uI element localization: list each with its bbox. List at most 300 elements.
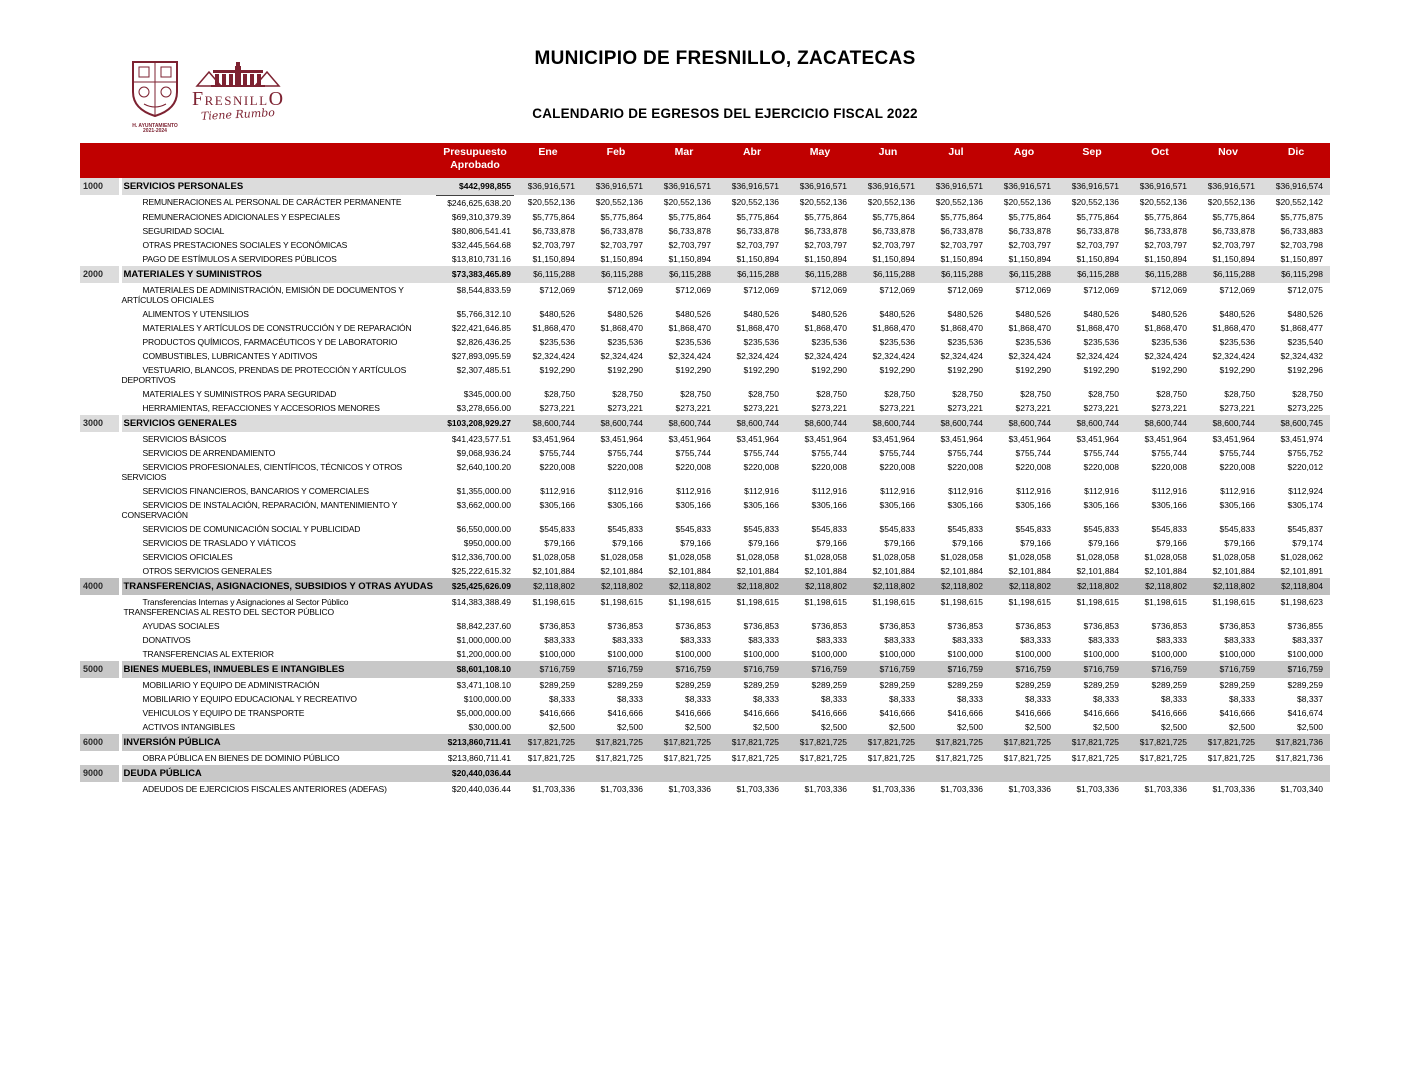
month-amount-cell: $1,703,336 [1008,783,1051,794]
row-code [80,619,120,633]
approved-budget-cell: $25,425,626.09 [451,580,511,591]
month-amount-cell: $8,600,744 [804,417,847,428]
month-amount-cell: $712,069 [539,284,575,295]
month-amount-cell: $83,337 [1292,634,1323,645]
month-amount-cell: $2,324,424 [668,350,711,361]
budget-calendar-table [80,143,1330,796]
header-month-nov: Nov [1194,143,1262,178]
budget-item-row [80,782,1330,796]
month-amount-cell: $79,166 [680,537,711,548]
month-amount-cell: $100,000 [947,648,983,659]
budget-item-row [80,751,1330,765]
table-header-row [80,143,1330,178]
approved-budget-cell: $22,421,646.85 [451,322,511,333]
month-amount-cell: $192,290 [811,364,847,375]
month-amount-cell: $716,759 [743,663,779,674]
approved-budget-cell: $345,000.00 [463,388,511,399]
month-amount-cell: $1,703,336 [1144,783,1187,794]
row-label: VEHICULOS Y EQUIPO DE TRANSPORTE [142,707,305,718]
month-amount-cell: $220,008 [947,461,983,472]
month-amount-cell: $6,115,288 [941,268,983,279]
month-amount-cell: $17,821,725 [1003,752,1051,763]
month-amount-cell: $17,821,725 [1207,752,1255,763]
month-amount-cell: $8,333 [753,693,779,704]
month-amount-cell: $100,000 [811,648,847,659]
month-amount-cell: $416,666 [879,707,915,718]
month-amount-cell: $1,703,336 [1076,783,1119,794]
month-amount-cell: $736,853 [1083,620,1119,631]
budget-item-row [80,564,1330,578]
month-amount-cell: $480,526 [811,308,847,319]
row-label: PAGO DE ESTÍMULOS A SERVIDORES PÚBLICOS [142,253,337,264]
row-label: ADEUDOS DE EJERCICIOS FISCALES ANTERIORES (ADEFAS) [142,783,387,794]
row-code: 3000 [80,415,120,432]
month-amount-cell: $83,333 [816,634,847,645]
month-amount-cell: $6,733,878 [1008,225,1051,236]
month-amount-cell: $2,500 [1229,721,1255,732]
month-amount-cell: $1,198,615 [1076,596,1119,607]
approved-budget-cell: $2,826,436.25 [456,336,511,347]
month-amount-cell: $1,028,058 [940,551,983,562]
budget-section-row [80,266,1330,283]
month-amount-cell: $2,118,802 [533,580,575,591]
month-amount-cell: $1,028,058 [600,551,643,562]
month-amount-cell: $192,290 [675,364,711,375]
logo-wordmark-initial: F [192,88,205,110]
month-amount-cell: $17,821,725 [1071,752,1119,763]
month-amount-cell: $100,000 [1219,648,1255,659]
approved-budget-cell: $8,842,237.60 [456,620,511,631]
month-amount-cell: $1,198,623 [1280,596,1323,607]
month-amount-cell: $2,703,798 [1280,239,1323,250]
month-amount-cell: $755,744 [811,447,847,458]
month-amount-cell [990,765,1058,782]
month-amount-cell: $5,775,864 [940,211,983,222]
header-month-sep: Sep [1058,143,1126,178]
month-amount-cell: $1,198,615 [940,596,983,607]
month-amount-cell: $5,775,864 [532,211,575,222]
approved-budget-cell: $2,640,100.20 [456,461,511,472]
month-amount-cell: $8,600,744 [532,417,575,428]
approved-budget-cell: $213,860,711.41 [447,752,511,763]
row-code [80,321,120,335]
month-amount-cell: $17,821,725 [867,752,915,763]
header-budget: Presupuesto Aprobado [436,143,514,178]
month-amount-cell: $17,821,725 [527,752,575,763]
month-amount-cell: $2,500 [821,721,847,732]
month-amount-cell: $2,101,884 [668,565,711,576]
month-amount-cell: $83,333 [748,634,779,645]
month-amount-cell: $79,166 [612,537,643,548]
municipal-logo [128,60,318,142]
header-code-spacer [80,143,120,178]
month-amount-cell: $2,500 [957,721,983,732]
row-code [80,782,120,796]
month-amount-cell: $2,703,797 [1144,239,1187,250]
month-amount-cell [1194,765,1262,782]
month-amount-cell: $100,000 [879,648,915,659]
month-amount-cell: $79,166 [1156,537,1187,548]
month-amount-cell: $736,853 [675,620,711,631]
month-amount-cell: $2,324,424 [532,350,575,361]
month-amount-cell: $100,000 [675,648,711,659]
month-amount-cell: $1,868,477 [1280,322,1323,333]
month-amount-cell: $5,775,875 [1280,211,1323,222]
month-amount-cell: $712,069 [1219,284,1255,295]
row-code [80,210,120,224]
month-amount-cell: $1,028,058 [1008,551,1051,562]
month-amount-cell: $6,115,288 [1009,268,1051,279]
month-amount-cell: $2,324,424 [872,350,915,361]
approved-budget-cell: $32,445,564.68 [451,239,511,250]
month-amount-cell: $100,000 [539,648,575,659]
approved-budget-cell: $100,000.00 [463,693,511,704]
month-amount-cell: $1,028,058 [668,551,711,562]
month-amount-cell: $2,500 [1161,721,1187,732]
month-amount-cell: $17,821,725 [731,752,779,763]
month-amount-cell: $289,259 [1219,679,1255,690]
month-amount-cell: $28,750 [1156,388,1187,399]
month-amount-cell: $545,833 [607,523,643,534]
month-amount-cell: $480,526 [1083,308,1119,319]
month-amount-cell: $6,115,288 [737,268,779,279]
month-amount-cell: $2,500 [685,721,711,732]
month-amount-cell: $36,916,571 [799,181,847,191]
month-amount-cell: $305,166 [675,499,711,510]
month-amount-cell: $716,759 [811,663,847,674]
month-amount-cell: $2,703,797 [1008,239,1051,250]
month-amount-cell: $6,733,878 [736,225,779,236]
month-amount-cell: $235,536 [947,336,983,347]
row-label: HERRAMIENTAS, REFACCIONES Y ACCESORIOS MENORES [142,402,380,413]
approved-budget-cell: $5,766,312.10 [456,308,511,319]
month-amount-cell: $1,028,058 [1144,551,1187,562]
budget-section-row [80,765,1330,782]
month-amount-cell: $20,552,142 [1275,197,1323,207]
month-amount-cell: $273,221 [1083,402,1119,413]
month-amount-cell: $1,868,470 [668,322,711,333]
row-code: 4000 [80,578,120,595]
month-amount-cell: $305,174 [1287,499,1323,510]
month-amount-cell: $1,150,894 [532,253,575,264]
month-amount-cell: $235,536 [539,336,575,347]
header-month-abr: Abr [718,143,786,178]
month-amount-cell: $736,855 [1287,620,1323,631]
month-amount-cell: $3,451,974 [1280,433,1323,444]
month-amount-cell: $8,600,744 [1076,417,1119,428]
month-amount-cell: $28,750 [952,388,983,399]
month-amount-cell: $1,868,470 [600,322,643,333]
month-amount-cell: $6,115,288 [1213,268,1255,279]
month-amount-cell: $36,916,571 [935,181,983,191]
month-amount-cell: $545,837 [1287,523,1323,534]
month-amount-cell: $545,833 [1083,523,1119,534]
month-amount-cell: $1,150,894 [1144,253,1187,264]
month-amount-cell: $112,916 [880,485,915,496]
month-amount-cell: $8,333 [1161,693,1187,704]
month-amount-cell: $2,703,797 [668,239,711,250]
month-amount-cell: $17,821,736 [1275,752,1323,763]
month-amount-cell: $273,221 [947,402,983,413]
row-label: BIENES MUEBLES, INMUEBLES E INTANGIBLES [123,663,345,675]
row-label: TRANSFERENCIAS, ASIGNACIONES, SUBSIDIOS Y OTRAS AYUDAS [123,580,434,592]
month-amount-cell: $20,552,136 [1071,197,1119,207]
month-amount-cell: $2,703,797 [532,239,575,250]
logo-wordmark-final: O [268,88,285,110]
month-amount-cell: $545,833 [879,523,915,534]
budget-section-row [80,415,1330,432]
month-amount-cell: $112,916 [1220,485,1255,496]
budget-item-row [80,238,1330,252]
month-amount-cell: $755,744 [1083,447,1119,458]
month-amount-cell: $545,833 [743,523,779,534]
month-amount-cell: $8,600,744 [872,417,915,428]
month-amount-cell: $755,744 [947,447,983,458]
month-amount-cell: $17,821,725 [1071,736,1119,747]
month-amount-cell: $716,759 [539,663,575,674]
month-amount-cell: $1,868,470 [804,322,847,333]
month-amount-cell: $1,868,470 [1008,322,1051,333]
month-amount-cell: $3,451,964 [532,433,575,444]
row-code [80,335,120,349]
month-amount-cell: $736,853 [1219,620,1255,631]
month-amount-cell: $220,008 [743,461,779,472]
month-amount-cell: $736,853 [607,620,643,631]
month-amount-cell: $192,290 [1083,364,1119,375]
month-amount-cell: $305,166 [1015,499,1051,510]
month-amount-cell: $712,069 [675,284,711,295]
month-amount-cell: $755,744 [1151,447,1187,458]
month-amount-cell: $28,750 [612,388,643,399]
month-amount-cell: $1,868,470 [532,322,575,333]
month-amount-cell: $305,166 [879,499,915,510]
month-amount-cell: $1,868,470 [940,322,983,333]
budget-item-row [80,522,1330,536]
header-month-may: May [786,143,854,178]
month-amount-cell: $716,759 [947,663,983,674]
month-amount-cell: $1,028,058 [804,551,847,562]
month-amount-cell: $83,333 [680,634,711,645]
month-amount-cell: $8,600,744 [940,417,983,428]
month-amount-cell: $1,703,336 [804,783,847,794]
logo-wordmark-middle: RESNILL [204,93,269,108]
budget-item-row [80,460,1330,484]
month-amount-cell: $416,666 [607,707,643,718]
month-amount-cell: $716,759 [1083,663,1119,674]
page-subtitle: CALENDARIO DE EGRESOS DEL EJERCICIO FISCAL 2022 [532,106,918,121]
month-amount-cell: $17,821,725 [527,736,575,747]
month-amount-cell: $1,703,336 [940,783,983,794]
month-amount-cell: $28,750 [1292,388,1323,399]
month-amount-cell: $20,552,136 [1139,197,1187,207]
approved-budget-cell: $6,550,000.00 [456,523,511,534]
month-amount-cell: $736,853 [947,620,983,631]
approved-budget-cell: $25,222,615.32 [451,565,511,576]
month-amount-cell: $8,333 [549,693,575,704]
month-amount-cell: $20,552,136 [799,197,847,207]
month-amount-cell: $6,733,878 [1144,225,1187,236]
row-code: 5000 [80,661,120,678]
month-amount-cell: $36,916,571 [1207,181,1255,191]
month-amount-cell: $755,744 [607,447,643,458]
month-amount-cell: $235,536 [607,336,643,347]
header-month-ago: Ago [990,143,1058,178]
month-amount-cell: $220,008 [675,461,711,472]
month-amount-cell: $1,198,615 [1008,596,1051,607]
month-amount-cell: $305,166 [607,499,643,510]
row-label: SERVICIOS FINANCIEROS, BANCARIOS Y COMERCIALES [142,485,369,496]
month-amount-cell: $100,000 [1287,648,1323,659]
month-amount-cell: $305,166 [539,499,575,510]
row-label: AYUDAS SOCIALES [142,620,220,631]
month-amount-cell: $36,916,571 [731,181,779,191]
month-amount-cell: $79,166 [1224,537,1255,548]
month-amount-cell: $1,150,894 [1008,253,1051,264]
row-label: VESTUARIO, BLANCOS, PRENDAS DE PROTECCIÓN Y ARTÍCULOS DEPORTIVOS [121,364,407,385]
month-amount-cell: $1,150,894 [736,253,779,264]
budget-item-row [80,595,1330,619]
row-code [80,595,120,619]
month-amount-cell: $289,259 [1287,679,1323,690]
budget-item-row [80,706,1330,720]
row-label: ACTIVOS INTANGIBLES [142,721,235,732]
month-amount-cell: $83,333 [884,634,915,645]
month-amount-cell: $416,666 [1219,707,1255,718]
month-amount-cell: $289,259 [675,679,711,690]
month-amount-cell: $2,500 [753,721,779,732]
month-amount-cell: $1,150,894 [940,253,983,264]
month-amount-cell: $220,008 [1219,461,1255,472]
month-amount-cell: $289,259 [1083,679,1119,690]
month-amount-cell: $2,324,424 [1076,350,1119,361]
approved-budget-cell: $1,355,000.00 [456,485,511,496]
budget-item-row [80,619,1330,633]
month-amount-cell: $8,333 [1093,693,1119,704]
month-amount-cell: $2,118,802 [941,580,983,591]
row-code [80,536,120,550]
month-amount-cell: $220,008 [811,461,847,472]
row-code [80,484,120,498]
month-amount-cell [786,765,854,782]
month-amount-cell: $8,600,744 [1212,417,1255,428]
month-amount-cell: $289,259 [1151,679,1187,690]
month-amount-cell: $112,916 [676,485,711,496]
budget-item-row [80,335,1330,349]
month-amount-cell: $8,600,745 [1280,417,1323,428]
month-amount-cell: $1,703,336 [600,783,643,794]
month-amount-cell: $28,750 [748,388,779,399]
month-amount-cell [922,765,990,782]
month-amount-cell: $2,118,802 [669,580,711,591]
month-amount-cell: $36,916,571 [663,181,711,191]
row-label: COMBUSTIBLES, LUBRICANTES Y ADITIVOS [142,350,318,361]
month-amount-cell: $192,290 [1219,364,1255,375]
month-amount-cell: $755,752 [1287,447,1323,458]
approved-budget-cell: $8,601,108.10 [456,663,511,674]
row-code [80,751,120,765]
month-amount-cell: $712,069 [879,284,915,295]
month-amount-cell: $545,833 [811,523,847,534]
month-amount-cell: $8,600,744 [1144,417,1187,428]
month-amount-cell: $8,600,744 [600,417,643,428]
month-amount-cell: $28,750 [816,388,847,399]
month-amount-cell: $3,451,964 [668,433,711,444]
approved-budget-cell: $80,806,541.41 [451,225,511,236]
budget-section-row [80,661,1330,678]
row-code [80,720,120,734]
month-amount-cell: $17,821,736 [1275,736,1323,747]
row-label: SERVICIOS PROFESIONALES, CIENTÍFICOS, TÉCNICOS Y OTROS SERVICIOS [121,461,403,482]
month-amount-cell: $100,000 [1083,648,1119,659]
month-amount-cell: $3,451,964 [940,433,983,444]
month-amount-cell: $6,115,288 [805,268,847,279]
month-amount-cell: $8,333 [889,693,915,704]
row-label: MATERIALES Y SUMINISTROS [123,268,262,280]
month-amount-cell: $289,259 [539,679,575,690]
month-amount-cell: $79,166 [1020,537,1051,548]
approved-budget-cell: $8,544,833.59 [456,284,511,295]
month-amount-cell: $112,916 [744,485,779,496]
month-amount-cell: $712,069 [743,284,779,295]
month-amount-cell: $6,733,878 [532,225,575,236]
month-amount-cell: $20,552,136 [731,197,779,207]
approved-budget-cell: $1,000,000.00 [456,634,511,645]
month-amount-cell: $220,008 [539,461,575,472]
month-amount-cell: $112,916 [948,485,983,496]
row-label: MOBILIARIO Y EQUIPO EDUCACIONAL Y RECREATIVO [142,693,357,704]
month-amount-cell: $712,069 [607,284,643,295]
month-amount-cell: $36,916,571 [867,181,915,191]
budget-item-row [80,647,1330,661]
month-amount-cell: $235,536 [1219,336,1255,347]
budget-item-row [80,720,1330,734]
month-amount-cell: $6,733,878 [1212,225,1255,236]
approved-budget-cell: $9,068,936.24 [456,447,511,458]
month-amount-cell [650,765,718,782]
month-amount-cell: $3,451,964 [736,433,779,444]
month-amount-cell: $36,916,571 [527,181,575,191]
budget-section-row [80,734,1330,751]
budget-item-row [80,321,1330,335]
month-amount-cell: $2,324,424 [600,350,643,361]
row-code [80,363,120,387]
row-label: SERVICIOS BÁSICOS [142,433,227,444]
month-amount-cell: $79,174 [1292,537,1323,548]
row-code [80,564,120,578]
month-amount-cell: $273,221 [879,402,915,413]
month-amount-cell: $305,166 [1083,499,1119,510]
row-label: MOBILIARIO Y EQUIPO DE ADMINISTRACIÓN [142,679,320,690]
month-amount-cell: $17,821,725 [595,736,643,747]
month-amount-cell: $2,101,884 [1076,565,1119,576]
month-amount-cell: $5,775,864 [872,211,915,222]
month-amount-cell: $20,552,136 [663,197,711,207]
month-amount-cell: $2,101,884 [940,565,983,576]
month-amount-cell: $305,166 [1151,499,1187,510]
month-amount-cell: $1,198,615 [736,596,779,607]
month-amount-cell: $192,290 [539,364,575,375]
month-amount-cell: $83,333 [952,634,983,645]
month-amount-cell: $17,821,725 [799,736,847,747]
month-amount-cell: $2,118,804 [1281,580,1323,591]
row-label: TRANSFERENCIAS AL EXTERIOR [142,648,274,659]
month-amount-cell: $220,012 [1287,461,1323,472]
logo-term-line1: H. AYUNTAMIENTO [132,123,178,129]
month-amount-cell: $289,259 [1015,679,1051,690]
row-code [80,252,120,266]
month-amount-cell: $1,150,894 [804,253,847,264]
month-amount-cell: $1,028,058 [532,551,575,562]
